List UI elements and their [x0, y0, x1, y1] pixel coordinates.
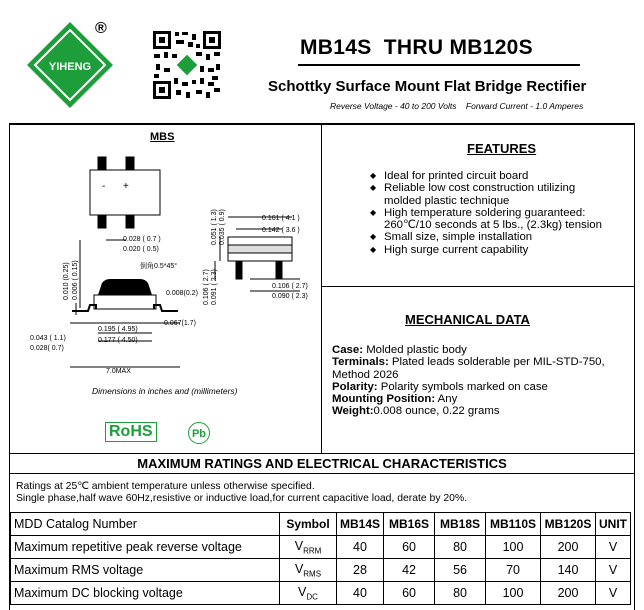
- dim-lead-length: 0.067(1.7): [164, 320, 196, 327]
- frame-mech-line: [321, 286, 635, 287]
- value-cell: 80: [435, 582, 486, 605]
- mech-weight: Weight:0.008 ounce, 0.22 grams: [332, 405, 500, 418]
- frame-ratings-line: [9, 473, 635, 474]
- pb-free-icon: [188, 422, 210, 444]
- feature-item: ◆ Ideal for printed circuit board: [370, 170, 602, 182]
- col-header: MDD Catalog Number: [11, 513, 280, 536]
- value-cell: 60: [384, 582, 435, 605]
- col-header: MB18S: [435, 513, 486, 536]
- dim-body-length-max: 0.195 ( 4.95): [98, 326, 138, 333]
- symbol-cell: $V_{RRM}$: [280, 536, 337, 559]
- registered-mark: ®: [95, 20, 107, 37]
- frame-mid: [9, 453, 635, 454]
- dim-foot-max: 0.043 ( 1.1): [30, 335, 66, 342]
- value-cell: 56: [435, 559, 486, 582]
- table-row: [11, 582, 631, 605]
- package-drawing: [10, 145, 320, 395]
- mech-mounting: Mounting Position: Any: [332, 393, 458, 406]
- table-row: [11, 559, 631, 582]
- dim-total-height-min: 0.091 ( 2.3): [211, 269, 218, 305]
- value-cell: 40: [337, 582, 384, 605]
- ratings-note-2: Single phase,half wave 60Hz,resistive or inductive load,for current capacitive load, derate by 20%.: [16, 492, 468, 504]
- table-header-row: [11, 513, 631, 536]
- col-header: MB14S: [337, 513, 384, 536]
- frame-top: [9, 123, 635, 125]
- dim-body-length-min: 0.177 ( 4.50): [98, 337, 138, 344]
- unit-cell: V: [596, 559, 631, 582]
- title-underline: [298, 64, 580, 66]
- qr-code-icon: [152, 30, 222, 100]
- mech-case: Case: Molded plastic body: [332, 344, 467, 356]
- unit-cell: V: [596, 582, 631, 605]
- frame-right: [634, 123, 635, 610]
- param-cell: Maximum DC blocking voltage: [11, 582, 280, 605]
- value-cell: 60: [384, 536, 435, 559]
- value-cell: 100: [486, 536, 541, 559]
- package-label: MBS: [150, 131, 175, 143]
- value-cell: 200: [541, 536, 596, 559]
- minus-marking: -: [102, 181, 106, 192]
- feature-item: 260℃/10 seconds at 5 lbs., (2.3kg) tension: [384, 219, 602, 232]
- ratings-table: [10, 512, 631, 605]
- frame-divider: [321, 123, 322, 454]
- col-header: MB110S: [486, 513, 541, 536]
- param-cell: Maximum RMS voltage: [11, 559, 280, 582]
- plus-marking: +: [123, 181, 129, 192]
- features-heading: FEATURES: [467, 141, 537, 156]
- mech-terminals: Terminals: Plated leads solderable per MIL-STD-750,: [332, 356, 605, 369]
- dim-total-height-max: 0.106 ( 2.7): [203, 269, 210, 305]
- mech-terminals-cont: Method 2026: [332, 368, 399, 381]
- unit-cell: V: [596, 536, 631, 559]
- symbol-cell: $V_{DC}$: [280, 582, 337, 605]
- ratings-note-1: Ratings at 25℃ ambient temperature unless otherwise specified.: [16, 481, 315, 492]
- feature-item: molded plastic technique: [384, 194, 510, 207]
- col-header: Symbol: [280, 513, 337, 536]
- dim-lead-width-max: 0.028 ( 0.7 ): [123, 236, 161, 243]
- value-cell: 70: [486, 559, 541, 582]
- ratings-heading: MAXIMUM RATINGS AND ELECTRICAL CHARACTERISTICS: [137, 456, 507, 471]
- company-logo: [25, 20, 125, 110]
- dim-lead-thickness-min: 0.006 ( 0.15): [72, 260, 79, 300]
- dim-foot-min: 0.028( 0.7): [30, 345, 64, 352]
- value-cell: 42: [384, 559, 435, 582]
- dim-end-height-max: 0.051 ( 1.3): [211, 209, 218, 245]
- rohs-text: RoHS: [109, 423, 153, 440]
- value-cell: 40: [337, 536, 384, 559]
- param-cell: Maximum repetitive peak reverse voltage: [11, 536, 280, 559]
- dim-body-width-max: 0.161 ( 4.1 ): [262, 215, 300, 222]
- value-cell: 100: [486, 582, 541, 605]
- dim-end-height-min: 0.035 ( 0.9): [219, 209, 226, 245]
- page-subtitle: Schottky Surface Mount Flat Bridge Rectifier: [268, 78, 587, 95]
- mechanical-data: [332, 344, 605, 418]
- dimensions-caption: Dimensions in inches and (millimeters): [92, 386, 238, 396]
- logo-text: YIHENG: [48, 61, 92, 73]
- rohs-badge: [105, 422, 157, 442]
- dim-lead-span-min: 0.090 ( 2.3): [272, 293, 308, 300]
- page-title: MB14S THRU MB120S: [300, 36, 533, 59]
- feature-item: ◆ High surge current capability: [370, 244, 602, 256]
- mech-polarity: Polarity: Polarity symbols marked on case: [332, 380, 548, 393]
- value-cell: 200: [541, 582, 596, 605]
- dim-body-width-min: 0.142 ( 3.6 ): [262, 227, 300, 234]
- feature-item: ◆ High temperature soldering guaranteed:: [370, 207, 602, 219]
- table-row: [11, 536, 631, 559]
- dim-lead-thickness-max: 0.010 (0.25): [63, 262, 70, 300]
- dim-overall: 7.0MAX: [106, 368, 131, 375]
- spec-line: Reverse Voltage - 40 to 200 Volts Forward Current - 1.0 Amperes: [330, 101, 584, 111]
- value-cell: 140: [541, 559, 596, 582]
- feature-item: ◆ Small size, simple installation: [370, 231, 602, 243]
- value-cell: 28: [337, 559, 384, 582]
- features-list: [370, 170, 602, 256]
- value-cell: 80: [435, 536, 486, 559]
- dim-lead-span-max: 0.106 ( 2.7): [272, 283, 308, 290]
- pb-text: Pb: [191, 428, 207, 440]
- feature-item: ◆ Reliable low cost construction utilizing: [370, 182, 602, 194]
- symbol-cell: $V_{RMS}$: [280, 559, 337, 582]
- col-header: MB16S: [384, 513, 435, 536]
- col-header: UNIT: [596, 513, 631, 536]
- ratings-note: [16, 481, 467, 504]
- dim-standoff: 0.008(0.2): [166, 290, 198, 297]
- col-header: MB120S: [541, 513, 596, 536]
- mechanical-heading: MECHANICAL DATA: [405, 312, 530, 327]
- dim-chamfer: 倒角0.5*45°: [140, 263, 178, 270]
- dim-lead-width-min: 0.020 ( 0.5): [123, 246, 159, 253]
